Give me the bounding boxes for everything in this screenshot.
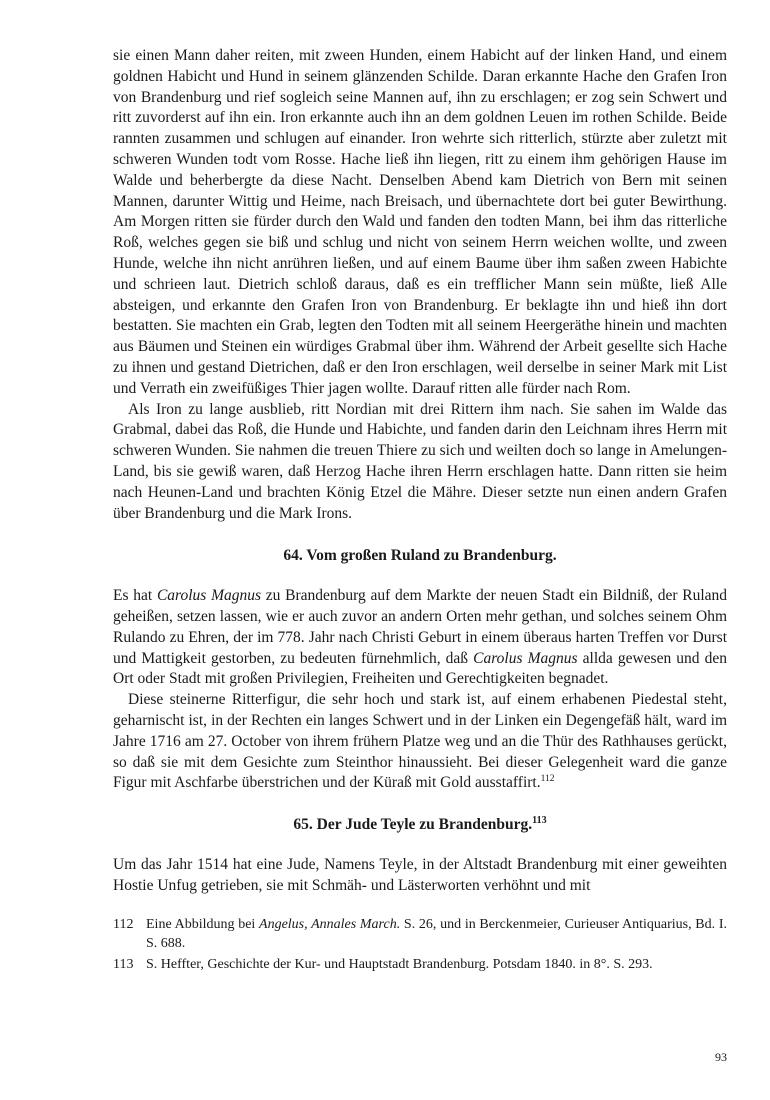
text-span: Es hat xyxy=(113,587,157,605)
page-content xyxy=(113,46,727,978)
footnote-number: 113 xyxy=(113,957,134,973)
page-number: 93 xyxy=(715,1050,727,1064)
text-span: zu Brandenburg auf dem Markte der neuen Stadt ein Bildniß, der Ruland geheißen, setzen lassen, wie er auch zuvor an andern Orten mehr gethan, und solches seinem Ohm Rulando zu Ehren, der im 778. Jahr nach Christi Geburt in einem überaus harten Treffen vor Durst und Mattigkeit gestorben, zu bedeuten fürnehmlich, daß xyxy=(113,587,728,667)
section-65-paragraph-1: Um das Jahr 1514 hat eine Jude, Namens Teyle, in der Altstadt Brandenburg mit einer geweihten Hostie Unfug getrieben, sie mit Schmäh- und Lästerworten verhöhnt und mit xyxy=(113,855,727,894)
footnote-number: 112 xyxy=(113,917,134,933)
section-64-paragraph-1 xyxy=(113,586,727,690)
section-64-paragraph-2 xyxy=(113,690,727,794)
footnote-text: S. Heffter, Geschichte der Kur- und Hauptstadt Brandenburg. Potsdam 1840. in 8°. S. 293. xyxy=(146,957,653,973)
footnote-text xyxy=(146,916,727,953)
body-paragraph-2: Als Iron zu lange ausblieb, ritt Nordian mit drei Rittern ihm nach. Sie sahen im Walde das Grabmal, dabei das Roß, die Hunde und Habichte, und fanden darin den Leichnam ihres Herrn mit schweren Wunden. Sie nahmen die treuen Thiere zu sich und weilten doch so lange in Amelungen-Land, bis sie gewiß waren, daß Herzog Hache ihren Herrn erschlagen hatte. Dann ritten sie heim nach Heunen-Land und brachten König Etzel die Mähre. Dieser setzte nun einen andern Grafen über Brandenburg und die Mark Irons. xyxy=(113,400,727,522)
text-span: Eine Abbildung bei xyxy=(146,917,260,933)
text-span: S. 26, und in Berckenmeier, Curieuser Antiquarius, Bd. I. S. 688. xyxy=(146,917,727,951)
text-span: Diese steinerne Ritterfigur, die sehr hoch und stark ist, auf einem erhabenen Piedestal steht, geharnischt ist, in der Rechten ein langes Schwert und in der Linken ein Degengefäß hält, ward im Jahre 1716 am 27. October von ihrem frühern Platze weg und an die Thür des Rathhauses gerückt, so daß sie mit dem Gesichte zum Steinthor hinaussieht. Bei dieser Gelegenheit ward die ganze Figur mit Aschfarbe überstrichen und der Küraß mit Gold ausstaffirt. xyxy=(113,691,727,792)
footnote-112 xyxy=(113,916,727,953)
italic-title: Angelus, Annales March. xyxy=(259,917,401,933)
italic-name: Carolus Magnus xyxy=(473,649,578,667)
footnote-ref-112[interactable]: 112 xyxy=(540,774,555,785)
body-paragraph-1: sie einen Mann daher reiten, mit zween Hunden, einem Habicht auf der linken Hand, und einem goldnen Habicht und Hund in seinem glänzenden Schilde. Daran erkannte Hache den Grafen Iron von Brandenburg und rief sogleich seine Mannen auf, ihn zu erschlagen; er zog sein Schwert und ritt zuvorderst auf ihn ein. Iron erkannte auch ihn an dem goldnen Leuen im rothen Schilde. Beide rannten zusammen und schlugen auf einander. Iron wehrte sich ritterlich, stürzte aber zuletzt mit schweren Wunden todt vom Rosse. Hache ließ ihn liegen, ritt zu einem ihm gehörigen Hause im Walde und beherbergte da diese Nacht. Denselben Abend kam Dietrich von Bern mit seinen Mannen, darunter Wittig und Heime, nach Breisach, und übernachtete dort bei guter Bewirthung. Am Morgen ritten sie fürder durch den Wald und fanden den todten Mann, bei ihm das ritterliche Roß, welches gegen sie biß und schlug und nicht von seinem Herrn weichen wollte, und zween Hunde, welche ihn nicht anrühren ließen, und auf einem Baume über ihm saßen zween Habichte und schrieen laut. Dietrich schloß daraus, daß es ein trefflicher Mann sein müßte, ließ Alle absteigen, und erkannte den Grafen Iron von Brandenburg. Er beklagte ihn und hieß ihn dort bestatten. Sie machten ein Grab, legten den Todten mit all seinem Heergeräthe hinein und machten aus Bäumen und Steinen ein würdiges Grabmal über ihm. Während der Arbeit gesellte sich Hache zu ihnen und gestand Dietrichen, daß er den Iron erschlagen, weil derselbe in seiner Mark mit List und Verrath ein zweifüßiges Thier jagen wollte. Darauf ritten alle fürder nach Rom. xyxy=(113,47,727,397)
text-span: allda gewesen und den Ort oder Stadt mit großen Privilegien, Freiheiten und Gerechtigkeiten begnadet. xyxy=(113,649,727,688)
italic-name: Carolus Magnus xyxy=(156,587,262,605)
footnote-113 xyxy=(113,956,727,975)
section-64-heading: 64. Vom großen Ruland zu Brandenburg. xyxy=(283,547,557,565)
footnote-ref-113[interactable]: 113 xyxy=(532,814,547,826)
section-65-heading xyxy=(113,815,727,836)
heading-text: 65. Der Jude Teyle zu Brandenburg. xyxy=(293,816,533,834)
footnotes xyxy=(113,916,727,975)
